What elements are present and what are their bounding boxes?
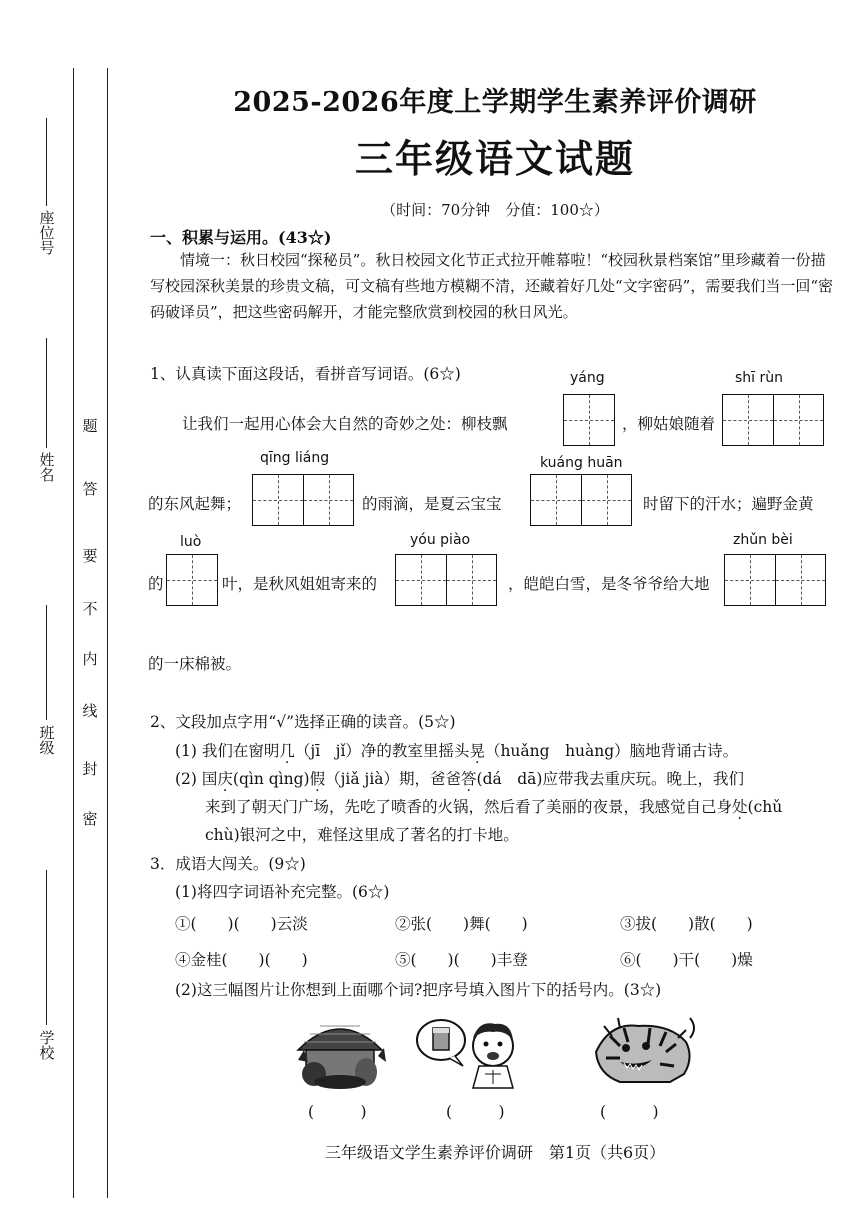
fierce-tiger-picture <box>590 1008 698 1088</box>
exam-meta: （时间：70分钟 分值：100☆） <box>381 201 609 219</box>
dotted-char-ji: 几 <box>279 742 295 760</box>
q3-heading: 3．成语大闯关。(9☆) <box>150 855 306 873</box>
grid-youpiao[interactable] <box>395 554 497 606</box>
class-label: 班级 <box>37 725 56 755</box>
idiom-6[interactable]: ⑥( )干( )燥 <box>620 951 753 969</box>
q2-sentence2-line1: (2) 国庆(qìn qìng)假（jiǎ jià）期，爸爸答(dá dā)应带我去重庆玩。晚上，我们 <box>175 770 744 788</box>
harvest-hut-picture <box>290 1012 390 1090</box>
seal-char-8: 题 <box>82 417 98 435</box>
subject-title: 三年级语文试题 <box>354 136 635 181</box>
grid-qingliang[interactable] <box>252 474 354 526</box>
idiom-1[interactable]: ①( )( )云淡 <box>175 915 308 933</box>
seal-char-6: 要 <box>82 547 98 565</box>
q1-line4: 的一床棉被。 <box>148 655 242 673</box>
picture-answer-1[interactable]: ( ) <box>308 1103 367 1121</box>
grid-kuanghuan[interactable] <box>530 474 632 526</box>
idiom-2[interactable]: ②张( )舞( ) <box>395 915 528 933</box>
class-fill-line[interactable] <box>46 605 47 720</box>
q1-line3-a: 的 <box>148 575 164 593</box>
pinyin-luo: luò <box>180 534 202 550</box>
section-intro: 情境一：秋日校园“探秘员”。秋日校园文化节正式拉开帷幕啦！“校园秋景档案馆”里珍藏着一份描写校园深秋美景的珍贵文稿，可文稿有些地方模糊不清，还藏着好几处“文字密码”，需要我们当一回“密码破译员”，把这些密码解开，才能完整欣赏到校园的秋日风光。 <box>150 251 834 321</box>
q3-part1: (1)将四字词语补充完整。(6☆) <box>175 883 390 901</box>
q2-sentence2-line3: chù)银河之中，难怪这里成了著名的打卡地。 <box>205 826 519 844</box>
binding-line-right <box>107 68 108 1198</box>
q2-sentence2-line2: 来到了朝天门广场，先吃了喷香的火锅，然后看了美丽的夜景，我感觉自己身处(chǔ <box>205 798 783 816</box>
q1-line2-a: 的东风起舞； <box>148 495 242 513</box>
q1-line2-b: 的雨滴，是夏云宝宝 <box>362 495 502 513</box>
exam-title: 2025-2026年度上学期学生素养评价调研 <box>233 87 757 118</box>
school-fill-line[interactable] <box>46 870 47 1025</box>
section-heading: 一、积累与运用。(43☆) <box>150 228 332 247</box>
seal-char-1: 密 <box>82 810 98 828</box>
q1-heading: 1、认真读下面这段话，看拼音写词语。(6☆) <box>150 365 461 383</box>
dotted-char-chu: 处 <box>732 798 748 816</box>
picture-answer-2[interactable]: ( ) <box>446 1103 505 1121</box>
pinyin-qingliang: qīng liáng <box>260 450 330 466</box>
picture-answer-3[interactable]: ( ) <box>600 1103 659 1121</box>
dotted-char-qing: 庆 <box>217 770 233 788</box>
seat-fill-line[interactable] <box>46 118 47 206</box>
seat-label: 座位号 <box>37 210 56 255</box>
grid-yang[interactable] <box>563 394 615 446</box>
q1-line2-c: 时留下的汗水；遍野金黄 <box>643 495 814 513</box>
idiom-5[interactable]: ⑤( )( )丰登 <box>395 951 528 969</box>
q2-heading: 2、文段加点字用“√”选择正确的读音。(5☆) <box>150 713 456 731</box>
grid-luo[interactable] <box>166 554 218 606</box>
dotted-char-jia: 假 <box>309 770 326 788</box>
q1-line1-b: ，柳姑娘随着 <box>622 415 716 433</box>
pinyin-kuanghuan: kuáng huān <box>540 455 623 471</box>
thirsty-boy-picture <box>413 1012 523 1090</box>
dotted-char-da: 答 <box>461 770 477 788</box>
q2-sentence1: (1) 我们在窗明几（jī jǐ）净的教室里摇头晃（huǎng huàng）脑地背诵古诗。 <box>175 742 739 760</box>
grid-shirun[interactable] <box>722 394 824 446</box>
q3-part2: (2)这三幅图片让你想到上面哪个词?把序号填入图片下的括号内。(3☆) <box>175 981 662 999</box>
q1-line3-c: ，皑皑白雪，是冬爷爷给大地 <box>508 575 710 593</box>
name-label: 姓名 <box>37 452 56 482</box>
seal-char-2: 封 <box>82 760 98 778</box>
seal-char-5: 不 <box>82 600 98 618</box>
pinyin-shirun: shī rùn <box>735 370 784 386</box>
q1-line3-b: 叶，是秋风姐姐寄来的 <box>222 575 378 593</box>
school-label: 学校 <box>37 1030 56 1060</box>
pinyin-youpiao: yóu piào <box>410 532 471 548</box>
grid-zhunbei[interactable] <box>724 554 826 606</box>
seal-char-4: 内 <box>82 650 98 668</box>
seal-char-3: 线 <box>82 702 98 720</box>
seal-char-7: 答 <box>82 480 98 498</box>
page-footer: 三年级语文学生素养评价调研 第1页（共6页） <box>324 1143 666 1162</box>
binding-line-left <box>73 68 74 1198</box>
dotted-char-huang: 晃 <box>469 742 485 760</box>
pinyin-yang: yáng <box>570 370 605 386</box>
idiom-4[interactable]: ④金桂( )( ) <box>175 951 308 969</box>
q1-line1-a: 让我们一起用心体会大自然的奇妙之处：柳枝飘 <box>182 415 508 433</box>
pinyin-zhunbei: zhǔn bèi <box>733 532 793 548</box>
name-fill-line[interactable] <box>46 338 47 448</box>
idiom-3[interactable]: ③拔( )散( ) <box>620 915 753 933</box>
